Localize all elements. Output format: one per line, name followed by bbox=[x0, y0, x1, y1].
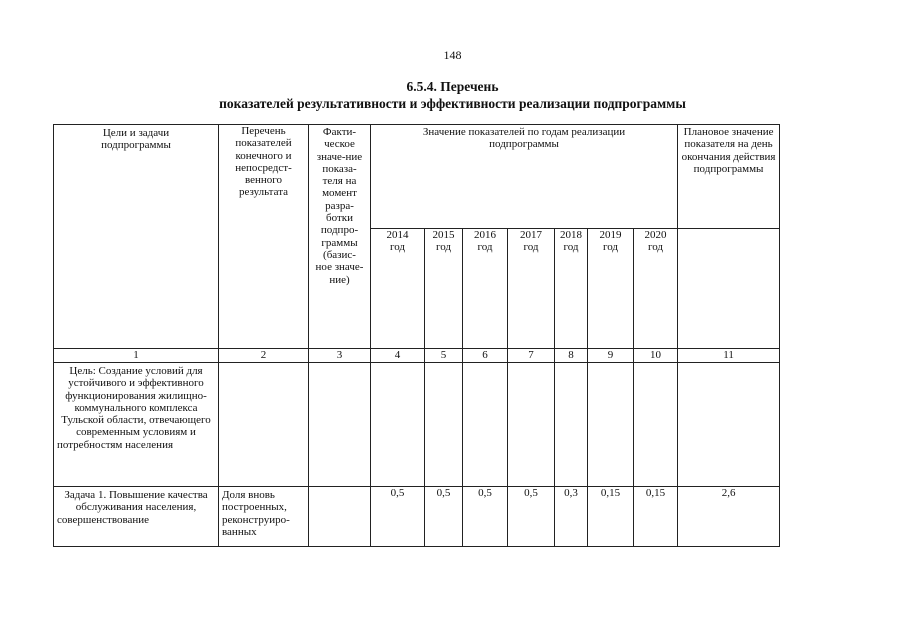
column-number: 7 bbox=[508, 349, 555, 363]
planned-cell: 2,6 bbox=[678, 487, 780, 547]
table-row-goal bbox=[54, 363, 780, 487]
year-2020: 2020 год bbox=[634, 229, 678, 349]
year-2019: 2019 год bbox=[588, 229, 634, 349]
goal-cell: Задача 1. Повышение качества обслуживания населения, совершенствование bbox=[54, 487, 219, 547]
page-number: 148 bbox=[443, 48, 462, 62]
value-cell bbox=[555, 363, 588, 487]
column-number: 5 bbox=[425, 349, 463, 363]
value-cell: 0,5 bbox=[508, 487, 555, 547]
value-cell bbox=[425, 363, 463, 487]
year-2017: 2017 год bbox=[508, 229, 555, 349]
planned-value-empty bbox=[678, 229, 780, 349]
value-cell bbox=[634, 363, 678, 487]
column-number: 6 bbox=[463, 349, 508, 363]
value-cell bbox=[371, 363, 425, 487]
value-cell bbox=[588, 363, 634, 487]
value-cell: 0,5 bbox=[425, 487, 463, 547]
year-2016: 2016 год bbox=[463, 229, 508, 349]
header-actual-value: Факти-ческое значе-ние показа-теля на момент разра-ботки подпро-граммы (базис-ное значе-ние) bbox=[309, 125, 371, 349]
column-number: 9 bbox=[588, 349, 634, 363]
indicator-cell: Доля вновь построенных, реконструиро-ванных bbox=[219, 487, 309, 547]
value-cell: 0,3 bbox=[555, 487, 588, 547]
table-row-task bbox=[54, 487, 780, 547]
column-number: 11 bbox=[678, 349, 780, 363]
goal-cell: Цель: Создание условий для устойчивого и эффективного функционирования жилищно-коммунального комплекса Тульской области, отвечающего современным условиям и потребностям населения bbox=[54, 363, 219, 487]
indicator-cell bbox=[219, 363, 309, 487]
header-row-top bbox=[54, 125, 780, 229]
header-goals: Цели и задачи подпрограммы bbox=[54, 125, 219, 349]
header-values-by-year: Значение показателей по годам реализации подпрограммы bbox=[371, 125, 678, 229]
value-cell: 0,15 bbox=[588, 487, 634, 547]
actual-cell bbox=[309, 487, 371, 547]
actual-cell bbox=[309, 363, 371, 487]
value-cell: 0,5 bbox=[371, 487, 425, 547]
column-number: 8 bbox=[555, 349, 588, 363]
column-numbers-row bbox=[54, 349, 780, 363]
year-2015: 2015 год bbox=[425, 229, 463, 349]
planned-cell bbox=[678, 363, 780, 487]
column-number: 10 bbox=[634, 349, 678, 363]
column-number: 4 bbox=[371, 349, 425, 363]
header-planned-value: Плановое значение показателя на день окончания действия подпрограммы bbox=[678, 125, 780, 229]
column-number: 1 bbox=[54, 349, 219, 363]
title-line-2: показателей результативности и эффективности реализации подпрограммы bbox=[219, 96, 686, 111]
column-number: 3 bbox=[309, 349, 371, 363]
year-2018: 2018 год bbox=[555, 229, 588, 349]
value-cell bbox=[508, 363, 555, 487]
value-cell bbox=[463, 363, 508, 487]
value-cell: 0,5 bbox=[463, 487, 508, 547]
document-title bbox=[0, 78, 905, 112]
title-line-1: 6.5.4. Перечень bbox=[406, 79, 499, 94]
column-number: 2 bbox=[219, 349, 309, 363]
indicators-table bbox=[53, 124, 780, 547]
value-cell: 0,15 bbox=[634, 487, 678, 547]
header-indicators: Перечень показателей конечного и непосредст-венного результата bbox=[219, 125, 309, 349]
year-2014: 2014 год bbox=[371, 229, 425, 349]
